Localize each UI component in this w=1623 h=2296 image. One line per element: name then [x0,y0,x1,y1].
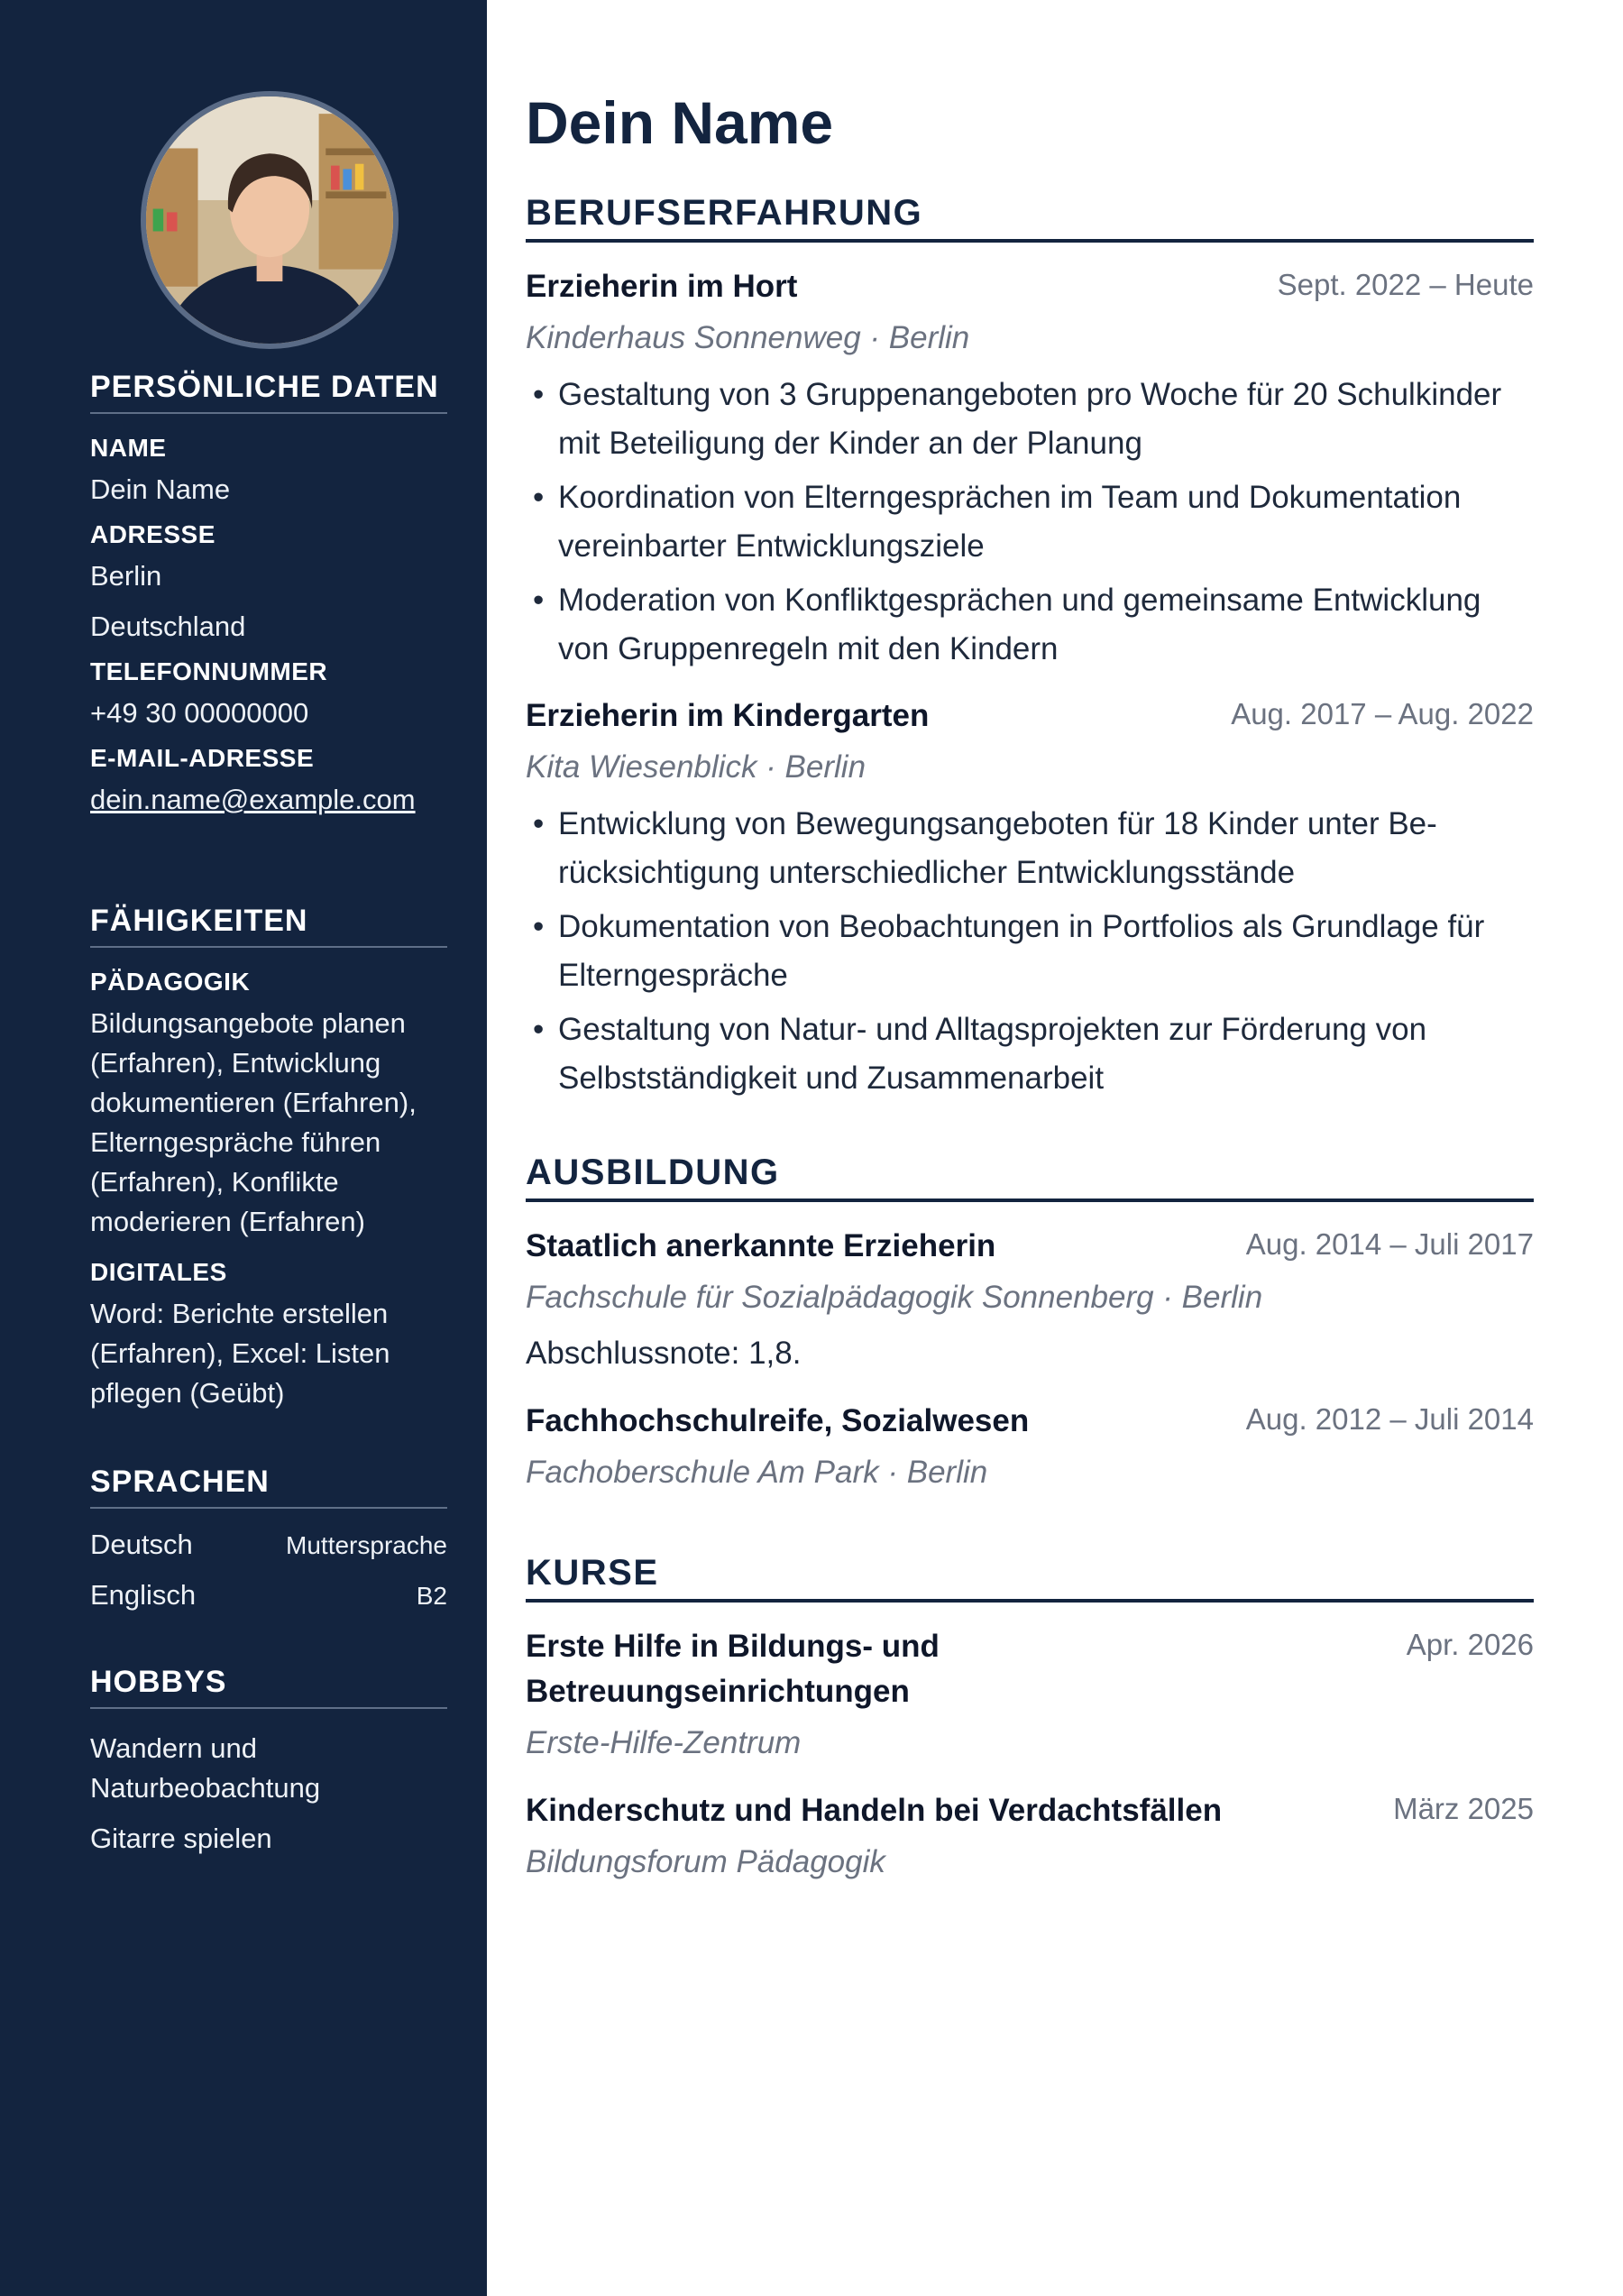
personal-data-title: PERSÖNLICHE DATEN [90,370,447,414]
entry-organization: Fachschule für Sozialpädagogik Sonnenberg · Berlin [526,1280,1263,1315]
courses-title: KURSE [526,1553,1534,1603]
entry-title: Fachhochschulreife, Sozialwesen [526,1403,1030,1438]
skill-group-text: Bildungsangebote planen (Erfahren), Entwicklung dokumentieren (Erfahren), Elterngespräche führen (Erfahren), Konflikte moderieren (Erfahren) [90,1007,417,1237]
entry-date: Aug. 2012 – Juli 2014 [1245,1402,1534,1436]
hobby-item: Wandern und Naturbeobachtung [90,1732,321,1804]
entry-date: Aug. 2014 – Juli 2017 [1245,1227,1534,1261]
courses-section [526,1553,1534,1907]
language-row [90,1529,447,1561]
entry-bullets [526,800,1534,1103]
entry-title: Staatlich anerkannte Erzieherin [526,1228,996,1263]
address-line2: Deutschland [90,611,246,642]
email-label: E-MAIL-ADRESSE [90,744,315,772]
address-line1: Berlin [90,560,162,592]
skill-group-label: PÄDAGOGIK [90,968,251,996]
course-entry [526,1624,1534,1768]
skills-title: FÄHIGKEITEN [90,904,447,948]
entry-title: Erzieherin im Kindergarten [526,698,930,733]
experience-title: BERUFSERFAHRUNG [526,193,1534,243]
experience-entry [526,693,1534,1103]
education-section [526,1153,1534,1518]
skill-group-label: DIGITALES [90,1258,227,1286]
language-level: Muttersprache [286,1531,447,1559]
experience-entry [526,264,1534,674]
education-title: AUSBILDUNG [526,1153,1534,1202]
entry-title: Kinderschutz und Handeln bei Verdachtsfällen [526,1793,1223,1828]
education-entry [526,1224,1534,1379]
personal-data-section [90,370,447,831]
languages-title: SPRACHEN [90,1465,447,1509]
phone-label: TELEFONNUMMER [90,657,328,685]
name-value: Dein Name [90,473,231,505]
entry-date: Aug. 2017 – Aug. 2022 [1231,697,1534,730]
experience-section [526,193,1534,1123]
address-label: ADRESSE [90,520,215,548]
bullet-item: • Koordination von Elterngesprächen im Team und Dokumentation vereinbarter Entwicklungsziele [526,473,1534,571]
bullet-item: • Entwicklung von Bewegungsangeboten für 18 Kinder unter Berücksichtigung unterschiedlicher Entwicklungsstände [526,800,1534,897]
language-level: B2 [416,1582,447,1610]
bullet-item: • Gestaltung von Natur- und Alltagsprojekten zur Förderung von Selbstständigkeit und Zusammenarbeit [526,1006,1534,1103]
entry-date: Sept. 2022 – Heute [1277,268,1534,301]
bullet-item: • Moderation von Konfliktgesprächen und gemeinsame Entwicklung von Gruppenregeln mit den Kindern [526,576,1534,674]
language-name: Deutsch [90,1529,193,1560]
hobbies-section [90,1665,447,1869]
page-title: Dein Name [526,89,834,156]
name-label: NAME [90,434,167,462]
entry-title: Erzieherin im Hort [526,269,798,304]
entry-date: März 2025 [1393,1792,1534,1825]
entry-organization: Fachoberschule Am Park · Berlin [526,1455,988,1490]
hobbies-title: HOBBYS [90,1665,447,1709]
education-entry [526,1399,1534,1498]
profile-photo [141,91,399,349]
entry-title: Erste Hilfe in Bildungs- und Betreuungseinrichtungen [526,1629,940,1709]
language-name: Englisch [90,1579,197,1611]
entry-organization: Bildungsforum Pädagogik [526,1844,885,1879]
bullet-item: • Gestaltung von 3 Gruppenangeboten pro Woche für 20 Schulkinder mit Beteiligung der Kinder an der Planung [526,371,1534,468]
hobby-item: Gitarre spielen [90,1823,272,1854]
language-row [90,1579,447,1612]
entry-note: Abschlussnote: 1,8. [526,1336,802,1371]
course-entry [526,1788,1534,1887]
entry-bullets [526,371,1534,674]
phone-value: +49 30 00000000 [90,697,309,729]
bullet-item: • Dokumentation von Beobachtungen in Portfolios als Grundlage für Elterngespräche [526,903,1534,1000]
entry-date: Apr. 2026 [1406,1628,1534,1661]
entry-organization: Erste-Hilfe-Zentrum [526,1725,802,1760]
skills-section [90,904,447,1429]
sidebar [0,0,487,2296]
entry-organization: Kita Wiesenblick · Berlin [526,749,867,785]
skill-group-text: Word: Berichte erstellen (Erfahren), Excel: Listen pflegen (Geübt) [90,1298,390,1409]
email-link[interactable]: dein.name@example.com [90,784,416,815]
entry-organization: Kinderhaus Sonnenweg · Berlin [526,320,970,355]
languages-section [90,1465,447,1630]
